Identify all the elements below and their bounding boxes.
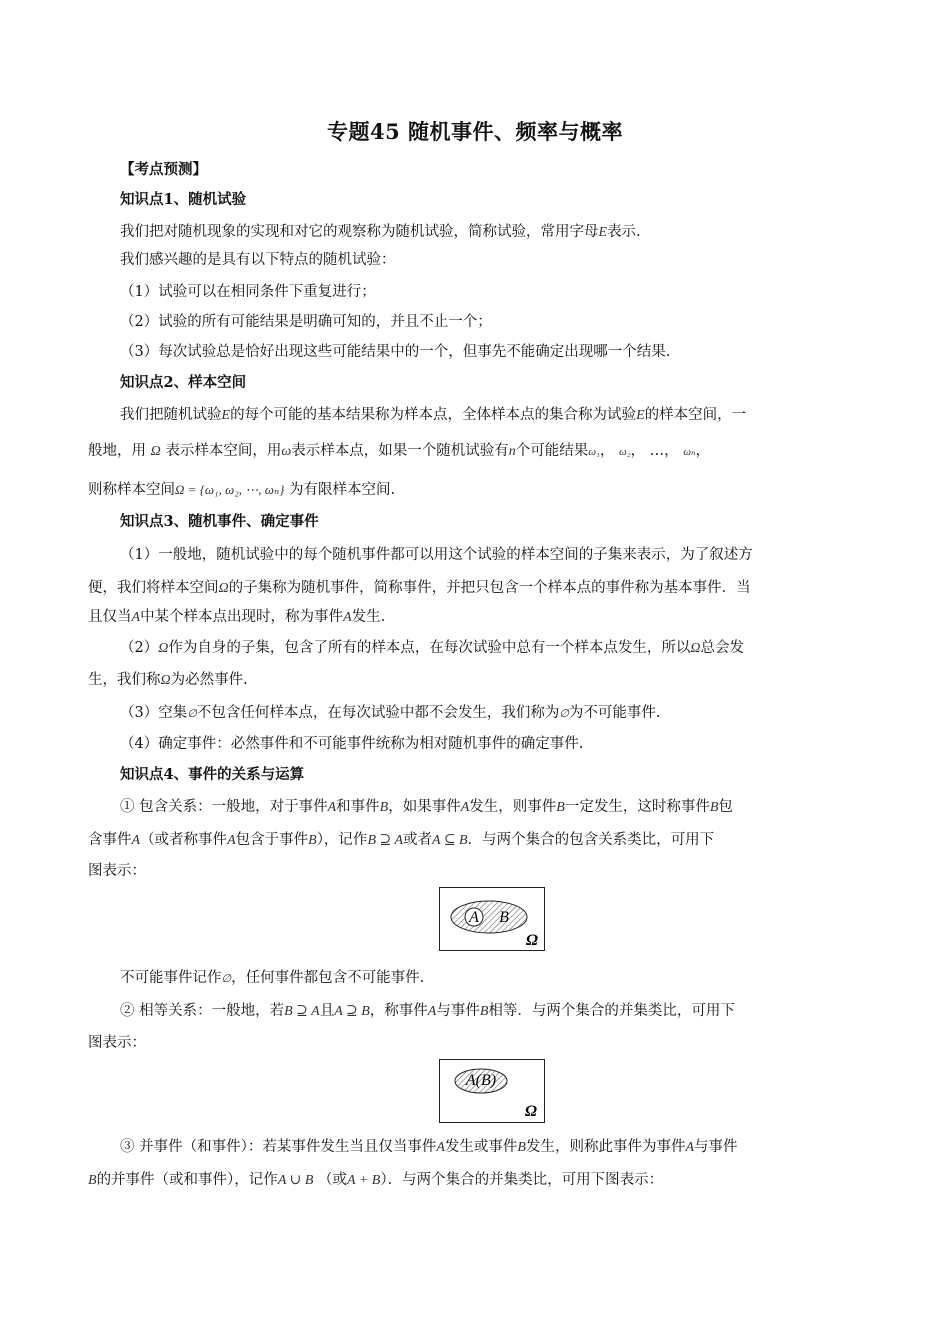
k4-r3-line-1 xyxy=(120,1137,738,1158)
text: 表示. xyxy=(607,224,641,240)
symbol: A xyxy=(131,610,141,625)
formula: A ⊇ B xyxy=(334,1004,370,1019)
symbol: ω₂ xyxy=(618,446,631,458)
text: 我们把对随机现象的实现和对它的观察称为随机试验，简称试验，常用字母 xyxy=(120,224,599,240)
formula: B ⊇ A xyxy=(284,1004,320,1019)
text: 表示样本点，如果一个随机试验有 xyxy=(291,443,509,459)
text: 或者 xyxy=(403,832,433,848)
text: （或 xyxy=(318,1172,348,1188)
formula: A + B xyxy=(347,1173,381,1188)
symbol: Ω xyxy=(158,641,169,656)
symbol: E xyxy=(221,408,231,423)
symbol: Ω xyxy=(150,444,161,459)
text: 发生或事件 xyxy=(444,1139,518,1155)
k2-line-2: 般地，用 Ω 表示样本空间，用ω表示样本点，如果一个随机试验有n个可能结果ω₁， ω₂， …， ωₙ， xyxy=(88,443,710,459)
text: 为不可能事件. xyxy=(568,705,661,721)
text: （或者称事件 xyxy=(140,832,228,848)
k3-p1-line-3 xyxy=(88,607,385,628)
text: 和事件 xyxy=(336,799,380,815)
text: 的并事件（或和事件），记作 xyxy=(96,1172,278,1188)
text: 则称样本空间 xyxy=(88,482,175,498)
text: 与事件 xyxy=(694,1139,738,1155)
symbol: A xyxy=(327,800,337,815)
symbol: B xyxy=(556,800,565,815)
text: 一定发生，这时称事件 xyxy=(564,799,710,815)
k4-r3-line-2 xyxy=(88,1170,663,1191)
text: 与事件 xyxy=(436,1003,480,1019)
symbol: B xyxy=(379,800,389,815)
symbol: A xyxy=(131,833,141,848)
omega-label: Ω xyxy=(525,1103,537,1120)
symbol: A xyxy=(436,1140,445,1155)
text: 包含于事件 xyxy=(235,832,309,848)
heading-k2: 知识点2、样本空间 xyxy=(120,374,247,391)
venn-diagram-inclusion xyxy=(439,887,545,951)
text: ② 相等关系：一般地，若 xyxy=(120,1003,285,1019)
omega-label: Ω xyxy=(526,932,538,949)
k3-p2-line-2 xyxy=(88,670,248,691)
k4-r1-line-3: 图表示： xyxy=(88,863,146,879)
text: 作为自身的子集，包含了所有的样本点，在每次试验中总有一个样本点发生，所以 xyxy=(168,640,691,656)
k1-paragraph-2: 我们感兴趣的是具有以下特点的随机试验： xyxy=(120,252,396,268)
set-b-ellipse xyxy=(451,901,527,933)
text: 生，我们称 xyxy=(88,672,161,688)
k1-paragraph-1 xyxy=(120,222,641,243)
symbol: B xyxy=(479,1004,489,1019)
k4-empty-event xyxy=(120,968,424,989)
symbol: ω₁ xyxy=(588,446,600,458)
text: 发生，则事件 xyxy=(469,799,557,815)
symbol: B xyxy=(308,833,317,848)
heading-k3: 知识点3、随机事件、确定事件 xyxy=(120,513,319,530)
empty-set-symbol: ∅ xyxy=(221,973,232,985)
text: 且 xyxy=(319,1003,335,1019)
set-b-label: B xyxy=(499,909,509,926)
text: 含事件 xyxy=(88,832,132,848)
symbol: Ω xyxy=(218,581,229,596)
page-title: 专题45 随机事件、频率与概率 xyxy=(326,119,624,144)
symbol: ω xyxy=(281,444,292,459)
k3-p4: （4）确定事件：必然事件和不可能事件统称为相对随机事件的确定事件. xyxy=(120,736,584,752)
formula: A ∪ B xyxy=(277,1173,314,1188)
text: ① 包含关系：一般地，对于事件 xyxy=(120,799,328,815)
set-ab-label: A(B) xyxy=(465,1072,497,1089)
text: ．与两个集合的包含关系类比，可用下 xyxy=(467,832,715,848)
k3-p1-line-2 xyxy=(88,578,751,599)
k4-r2-line-1 xyxy=(120,1001,735,1022)
text: ③ 并事件（和事件）：若某事件发生当且仅当事件 xyxy=(120,1139,437,1155)
text: 总会发 xyxy=(700,640,744,656)
symbol: A xyxy=(460,800,470,815)
ellipsis: … xyxy=(649,443,665,459)
symbol: B xyxy=(88,1173,97,1188)
text: 相等．与两个集合的并集类比，可用下 xyxy=(488,1003,735,1019)
k3-p2-line-1 xyxy=(120,638,744,659)
text: 便，我们将样本空间 xyxy=(88,580,219,596)
symbol: A xyxy=(427,1004,437,1019)
section-header: 【考点预测】 xyxy=(120,161,207,178)
k2-line-3 xyxy=(88,480,395,500)
symbol: A xyxy=(343,610,352,625)
text: 表示样本空间，用 xyxy=(165,443,282,459)
symbol: A xyxy=(227,833,236,848)
text: ，如果事件 xyxy=(388,799,461,815)
set-a-label: A xyxy=(469,909,479,926)
k1-item-1: （1）试验可以在相同条件下重复进行； xyxy=(120,284,376,300)
heading-k1: 知识点1、随机试验 xyxy=(120,191,247,208)
empty-set-symbol: ∅ xyxy=(187,708,197,720)
text: ），记作 xyxy=(316,832,368,848)
k1-item-3: （3）每次试验总是恰好出现这些可能结果中的一个，但事先不能确定出现哪一个结果. xyxy=(120,344,671,360)
text: 且仅当 xyxy=(88,609,132,625)
symbol-e: E xyxy=(598,225,608,240)
symbol: ωₙ xyxy=(683,446,696,458)
symbol: B xyxy=(709,800,719,815)
k3-p3 xyxy=(120,703,661,724)
text: 包 xyxy=(718,799,733,815)
text: 为必然事件. xyxy=(170,672,248,688)
text: （2） xyxy=(120,640,159,656)
symbol: Ω xyxy=(690,641,701,656)
k4-r2-line-2: 图表示： xyxy=(88,1035,146,1051)
k4-r1-line-1 xyxy=(120,797,733,818)
symbol: A xyxy=(685,1140,695,1155)
text: 的子集称为随机事件，简称事件，并把只包含一个样本点的事件称为基本事件．当 xyxy=(228,580,751,596)
venn-diagram-equality xyxy=(439,1059,545,1123)
text: 中某个样本点出现时，称为事件 xyxy=(140,609,344,625)
formula: A ⊆ B xyxy=(432,833,468,848)
symbol: E xyxy=(636,408,645,423)
k3-p1-line-1: （1）一般地，随机试验中的每个随机事件都可以用这个试验的样本空间的子集来表示，为了叙述方 xyxy=(120,547,753,563)
text: ，任何事件都包含不可能事件. xyxy=(231,970,425,986)
text: 发生，则称此事件为事件 xyxy=(525,1139,686,1155)
text: 发生. xyxy=(351,609,386,625)
k2-line-1 xyxy=(120,405,746,426)
k1-item-2: （2）试验的所有可能结果是明确可知的，并且不止一个； xyxy=(120,314,492,330)
symbol: n xyxy=(508,444,516,459)
text: 不包含任何样本点，在每次试验中都不会发生，我们称为 xyxy=(196,705,560,721)
text: 为有限样本空间. xyxy=(289,482,396,498)
text: 般地，用 xyxy=(88,443,146,459)
k4-r1-line-2 xyxy=(88,830,714,851)
formula-omega-set: Ω = {ω₁, ω₂, ⋯, ωₙ} xyxy=(175,482,285,497)
text: 的每个可能的基本结果称为样本点，全体样本点的集合称为试验 xyxy=(230,407,637,423)
text: 我们把随机试验 xyxy=(120,407,222,423)
formula: B ⊇ A xyxy=(367,833,404,848)
text: 不可能事件记作 xyxy=(120,970,222,986)
heading-k4: 知识点4、事件的关系与运算 xyxy=(120,766,305,783)
empty-set-symbol: ∅ xyxy=(559,708,569,720)
text: ）．与两个集合的并集类比，可用下图表示： xyxy=(380,1172,664,1188)
symbol: B xyxy=(517,1140,526,1155)
symbol: Ω xyxy=(160,673,171,688)
text: （3）空集 xyxy=(120,705,188,721)
text: ，称事件 xyxy=(369,1003,428,1019)
text: 的样本空间，一 xyxy=(644,407,747,423)
text: 个可能结果 xyxy=(515,443,589,459)
